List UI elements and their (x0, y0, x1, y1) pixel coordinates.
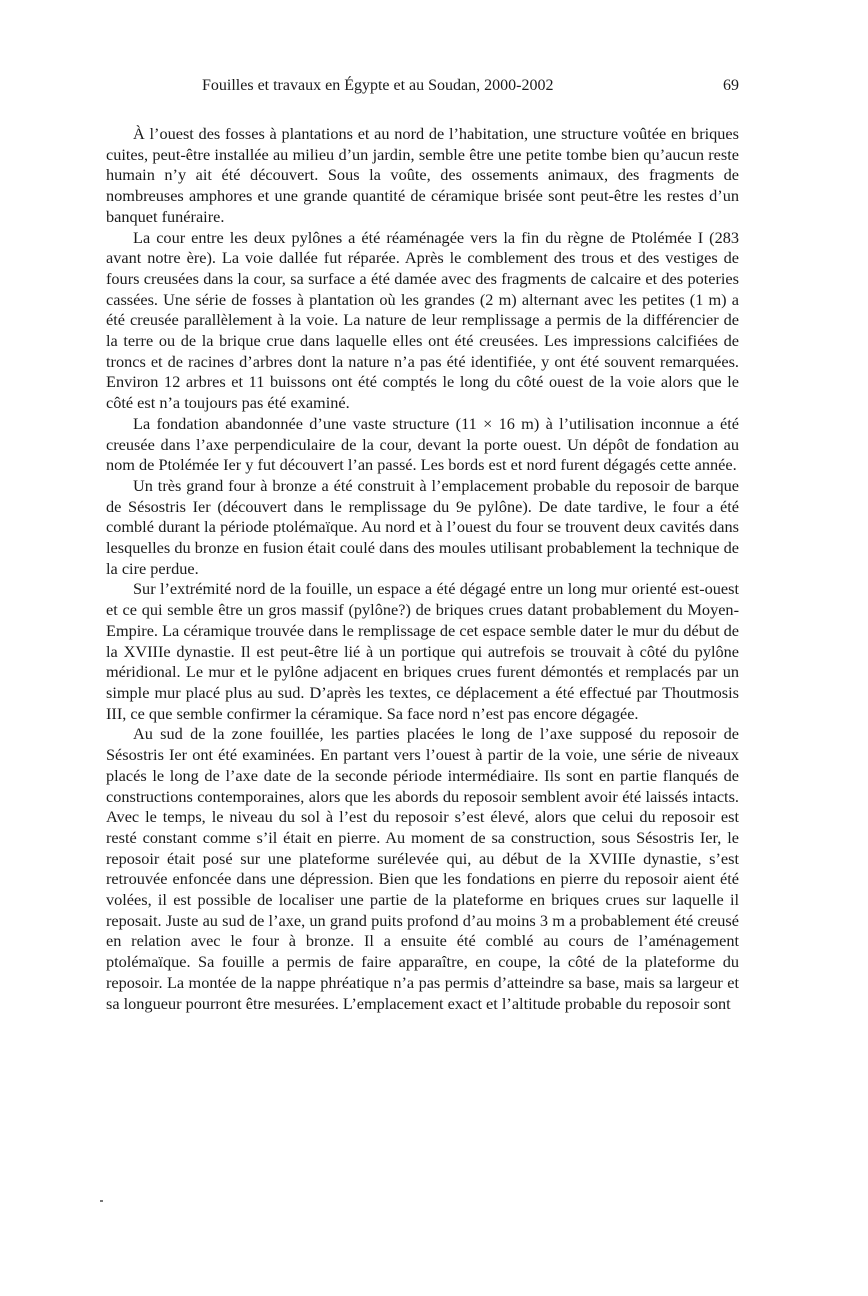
running-title: Fouilles et travaux en Égypte et au Soudan, 2000-2002 (202, 77, 554, 94)
paragraph: À l’ouest des fosses à plantations et au nord de l’habitation, une structure voûtée en briques cuites, peut-être installée au milieu d’un jardin, semble être une petite tombe bien qu’aucun reste humain n’y ait été découvert. Sous la voûte, des ossements animaux, des fragments de nombreuses amphores et une grande quantité de céramique brisée sont peut-être les restes d’un banquet funéraire. (106, 124, 739, 226)
paragraph: La cour entre les deux pylônes a été réaménagée vers la fin du règne de Ptolémée I (283 avant notre ère). La voie dallée fut réparée. Après le comblement des trous et des vestiges de fours creusées dans la cour, sa surface a été damée avec des fragments de calcaire et des poteries cassées. Une série de fosses à plantation où les grandes (2 m) alternant avec les petites (1 m) a été creusée parallèlement à la voie. La nature de leur remplissage a permis de la différencier de la terre ou de la brique crue dans laquelle elles ont été creusées. Les impressions calcifiées de troncs et de racines d’arbres dont la nature n’a pas été identifiée, y ont été souvent remarquées. Environ 12 arbres et 11 buissons ont été comptés le long du côté ouest de la voie alors que le côté est n’a toujours pas été examiné. (106, 227, 739, 413)
paragraph: Au sud de la zone fouillée, les parties placées le long de l’axe supposé du reposoir de Sésostris Ier ont été examinées. En partant vers l’ouest à partir de la voie, une série de niveaux placés le long de l’axe date de la seconde période intermédiaire. Ils sont en partie flanqués de constructions contemporaines, alors que les abords du reposoir semblent avoir été laissés intacts. Avec le temps, le niveau du sol à l’est du reposoir s’est élevé, alors que celui du reposoir est resté constant comme s’il était en pierre. Au moment de sa construction, sous Sésostris Ier, le reposoir était posé sur une plateforme surélevée qui, au début de la XVIIIe dynastie, s’est retrouvée enfoncée dans une dépression. Bien que les fondations en pierre du reposoir aient été volées, il est possible de localiser une partie de la plateforme en briques crues sur laquelle il reposait. Juste au sud de l’axe, un grand puits profond d’au moins 3 m a probablement été creusé en relation avec le four à bronze. Il a ensuite été comblé au cours de l’aménagement ptolémaïque. Sa fouille a permis de faire apparaître, en coupe, la côté de la plateforme du reposoir. La montée de la nappe phréatique n’a pas permis d’atteindre sa base, mais sa largeur et sa longueur pourront être mesurées. L’emplacement exact et l’altitude probable du reposoir sont (106, 724, 739, 1013)
paragraph: Un très grand four à bronze a été construit à l’emplacement probable du reposoir de barque de Sésostris Ier (découvert dans le remplissage du 9e pylône). De date tardive, le four a été comblé durant la période ptolémaïque. Au nord et à l’ouest du four se trouvent deux cavités dans lesquelles du bronze en fusion était coulé dans des moules utilisant probablement la technique de la cire perdue. (106, 475, 739, 578)
body-text (106, 124, 739, 1014)
page-number: 69 (723, 77, 739, 94)
paragraph: Sur l’extrémité nord de la fouille, un espace a été dégagé entre un long mur orienté est-ouest et ce qui semble être un gros massif (pylône?) de briques crues datant probablement du Moyen-Empire. La céramique trouvée dans le remplissage de cet espace semble dater le mur du début de la XVIIIe dynastie. Il est peut-être lié à un portique qui autrefois se trouvait à côté du pylône méridional. Le mur et le pylône adjacent en briques crues furent démontés et remplacés par un simple mur placé plus au sud. D’après les textes, ce déplacement a été effectué par Thoutmosis III, ce que semble confirmer la céramique. Sa face nord n’est pas encore dégagée. (106, 579, 739, 723)
scan-speck (100, 1200, 103, 1202)
paragraph: La fondation abandonnée d’une vaste structure (11 × 16 m) à l’utilisation inconnue a été creusée dans l’axe perpendiculaire de la cour, devant la porte ouest. Un dépôt de fondation au nom de Ptolémée Ier y fut découvert l’an passé. Les bords est et nord furent dégagés cette année. (106, 413, 739, 475)
